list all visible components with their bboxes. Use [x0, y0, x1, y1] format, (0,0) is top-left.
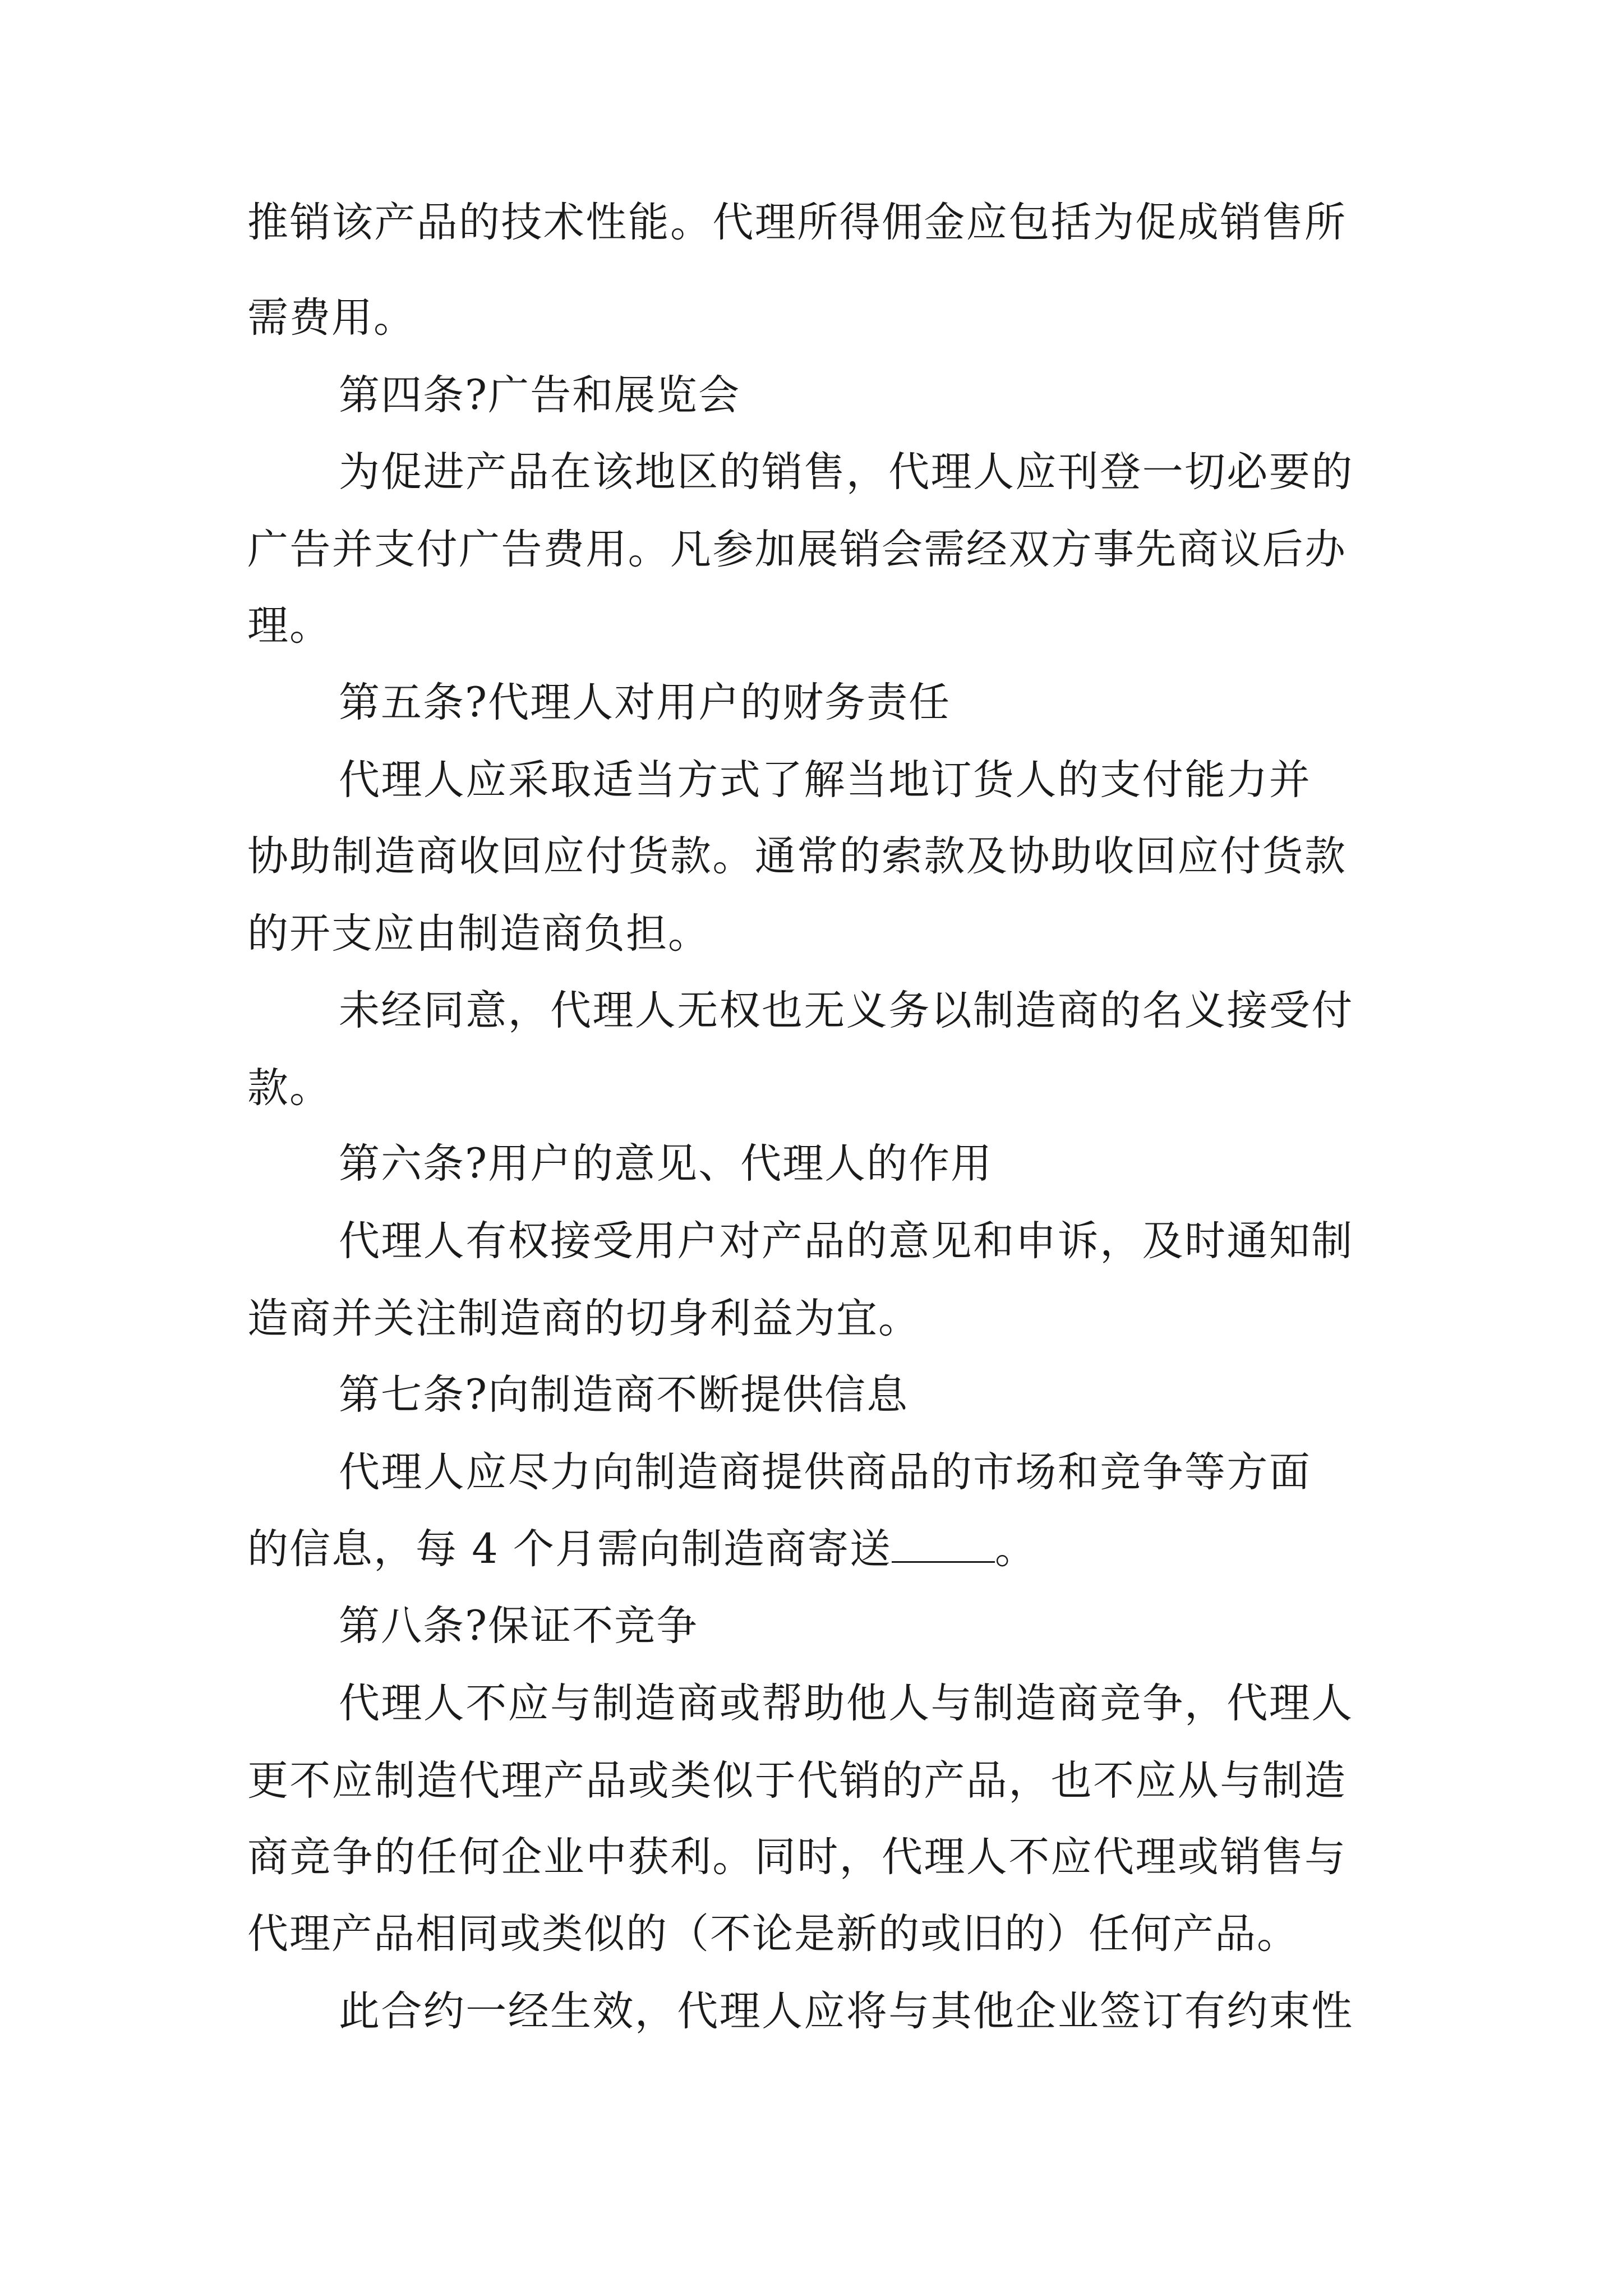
text-line: 为促进产品在该地区的销售，代理人应刊登一切必要的	[339, 448, 1354, 496]
text-after-blank: 。	[994, 1525, 1037, 1573]
text-before-blank: 的信息，每 4 个月需向制造商寄送	[247, 1525, 892, 1573]
text-line: 商竞争的任何企业中获利。同时，代理人不应代理或销售与	[247, 1833, 1347, 1881]
text-line: 造商并关注制造商的切身利益为宜。	[247, 1295, 920, 1342]
text-line: 代理人有权接受用户对产品的意见和申诉，及时通知制	[339, 1217, 1354, 1265]
text-line: 未经同意，代理人无权也无义务以制造商的名义接受付	[339, 987, 1354, 1034]
text-line: 需费用。	[247, 294, 416, 342]
text-line: 更不应制造代理产品或类似于代销的产品，也不应从与制造	[247, 1757, 1347, 1805]
text-line: 此合约一经生效，代理人应将与其他企业签订有约束性	[339, 1987, 1354, 2035]
text-line: 代理人不应与制造商或帮助他人与制造商竞争，代理人	[339, 1680, 1354, 1727]
article-heading: 第五条?代理人对用户的财务责任	[339, 679, 951, 726]
text-line: 广告并支付广告费用。凡参加展销会需经双方事先商议后办	[247, 526, 1347, 573]
article-heading: 第八条?保证不竞争	[339, 1602, 699, 1650]
fill-in-blank	[892, 1522, 995, 1563]
text-line: 代理产品相同或类似的（不论是新的或旧的）任何产品。	[247, 1910, 1299, 1958]
article-heading: 第四条?广告和展览会	[339, 371, 741, 419]
text-line: 的开支应由制造商负担。	[247, 910, 710, 958]
article-heading: 第七条?向制造商不断提供信息	[339, 1371, 909, 1419]
text-line: 理。	[247, 602, 331, 650]
text-line: 代理人应采取适当方式了解当地订货人的支付能力并	[339, 756, 1312, 804]
text-line: 代理人应尽力向制造商提供商品的市场和竞争等方面	[339, 1448, 1312, 1496]
article-heading: 第六条?用户的意见、代理人的作用	[339, 1140, 993, 1188]
text-line-with-blank	[247, 1521, 1037, 1577]
text-line: 推销该产品的技术性能。代理所得佣金应包括为促成销售所	[247, 199, 1347, 246]
text-line: 款。	[247, 1064, 331, 1112]
text-line: 协助制造商收回应付货款。通常的索款及协助收回应付货款	[247, 832, 1347, 880]
